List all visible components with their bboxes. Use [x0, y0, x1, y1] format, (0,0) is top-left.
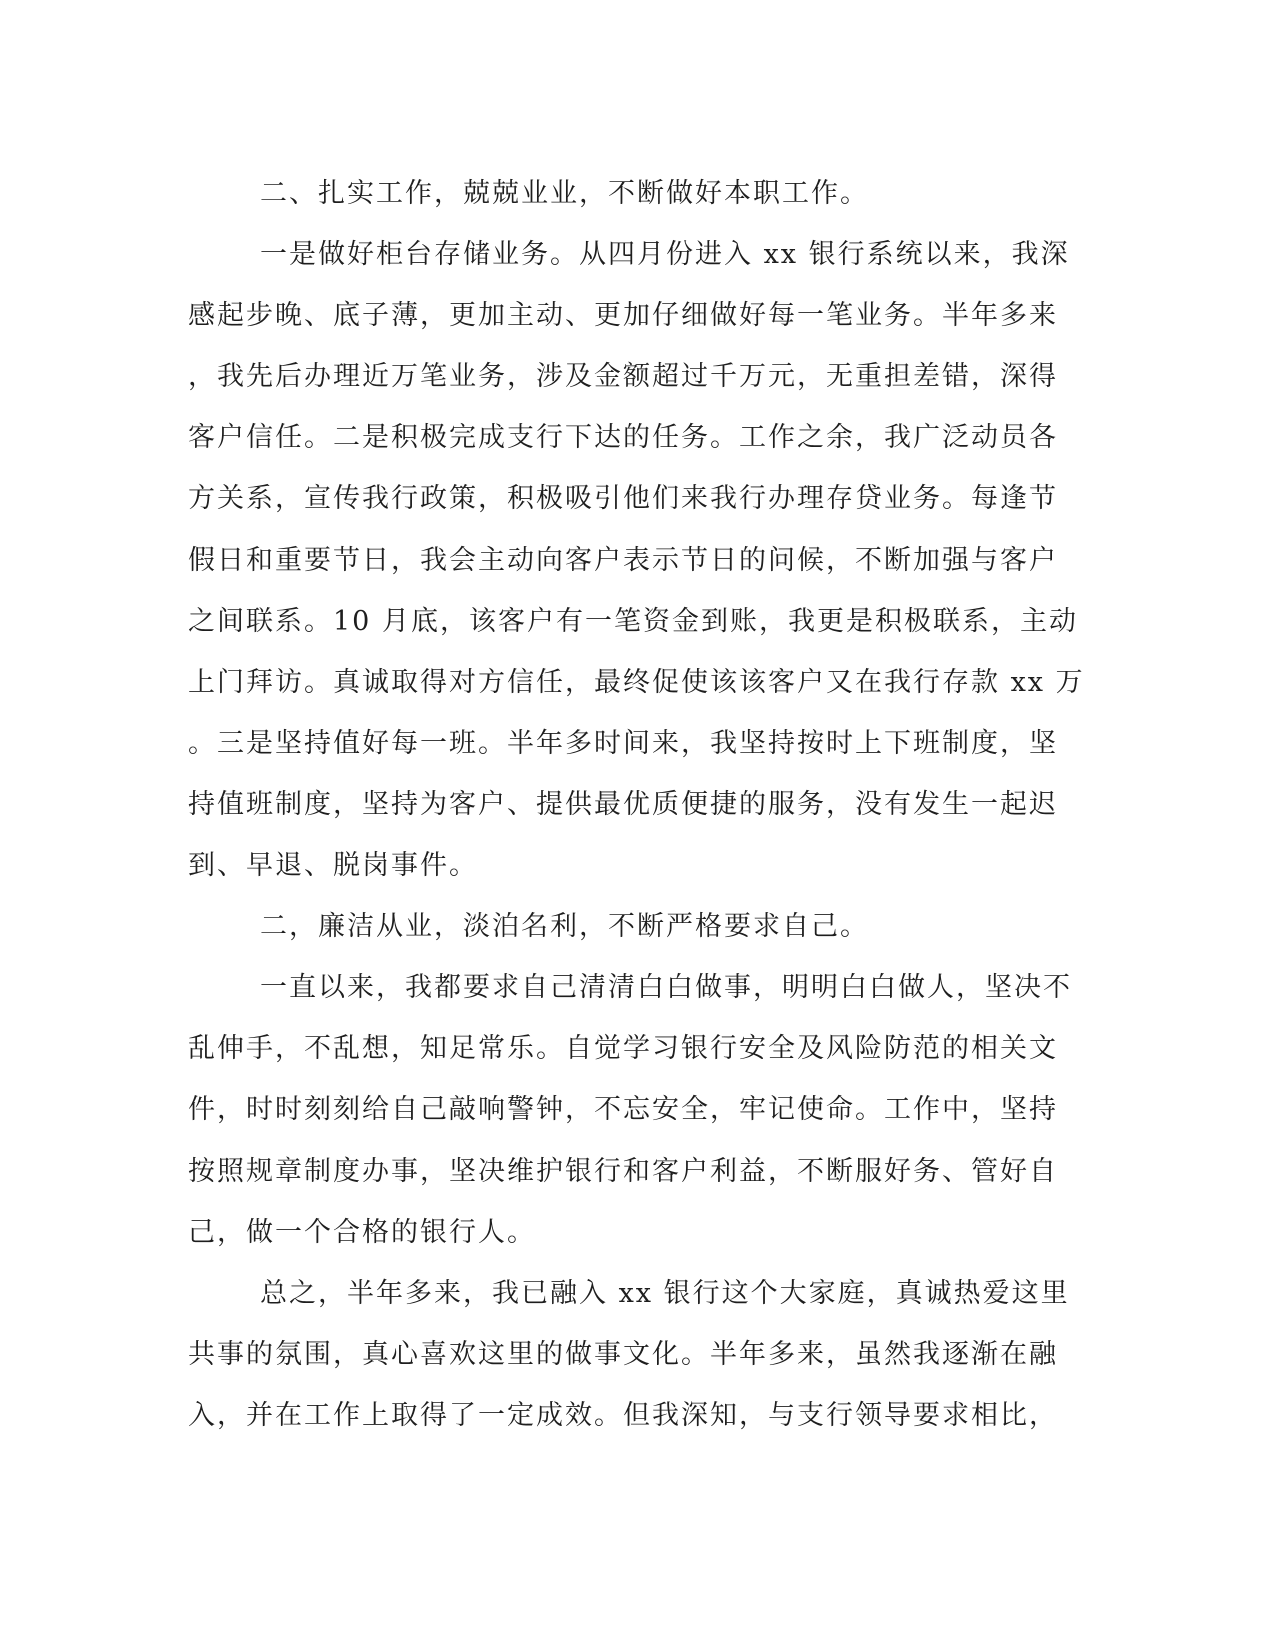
paragraph-line: 件，时时刻刻给自己敲响警钟，不忘安全，牢记使命。工作中，坚持	[188, 1094, 1058, 1126]
paragraph-line: 共事的氛围，真心喜欢这里的做事文化。半年多来，虽然我逐渐在融	[188, 1338, 1058, 1370]
paragraph-line: 己，做一个合格的银行人。	[188, 1216, 536, 1248]
paragraph-line: 。三是坚持值好每一班。半年多时间来，我坚持按时上下班制度，坚	[188, 727, 1058, 759]
paragraph-line: 上门拜访。真诚取得对方信任，最终促使该该客户又在我行存款 xx 万	[188, 666, 1085, 698]
section-heading-2: 二，廉洁从业，淡泊名利，不断严格要求自己。	[260, 911, 869, 943]
paragraph-line: 到、早退、脱岗事件。	[188, 850, 478, 882]
paragraph-line: 按照规章制度办事，坚决维护银行和客户利益，不断服好务、管好自	[188, 1155, 1058, 1187]
paragraph-line: 之间联系。10 月底，该客户有一笔资金到账，我更是积极联系，主动	[188, 605, 1078, 637]
paragraph-line: 一是做好柜台存储业务。从四月份进入 xx 银行系统以来，我深	[260, 239, 1070, 271]
paragraph-line: 乱伸手，不乱想，知足常乐。自觉学习银行安全及风险防范的相关文	[188, 1033, 1058, 1065]
paragraph-line: 方关系，宣传我行政策，积极吸引他们来我行办理存贷业务。每逢节	[188, 483, 1058, 515]
paragraph-line: 假日和重要节日，我会主动向客户表示节日的问候，不断加强与客户	[188, 544, 1058, 576]
paragraph-line: 总之，半年多来，我已融入 xx 银行这个大家庭，真诚热爱这里	[260, 1277, 1070, 1309]
document-body	[188, 163, 1088, 1446]
paragraph-line: 感起步晚、底子薄，更加主动、更加仔细做好每一笔业务。半年多来	[188, 300, 1058, 332]
paragraph-line: ，我先后办理近万笔业务，涉及金额超过千万元，无重担差错，深得	[188, 361, 1058, 393]
paragraph-line: 持值班制度，坚持为客户、提供最优质便捷的服务，没有发生一起迟	[188, 788, 1058, 820]
paragraph-line: 一直以来，我都要求自己清清白白做事，明明白白做人，坚决不	[260, 972, 1072, 1004]
paragraph-line: 客户信任。二是积极完成支行下达的任务。工作之余，我广泛动员各	[188, 422, 1058, 454]
section-heading-1: 二、扎实工作，兢兢业业，不断做好本职工作。	[260, 178, 869, 209]
paragraph-line: 入，并在工作上取得了一定成效。但我深知，与支行领导要求相比，	[188, 1399, 1058, 1431]
